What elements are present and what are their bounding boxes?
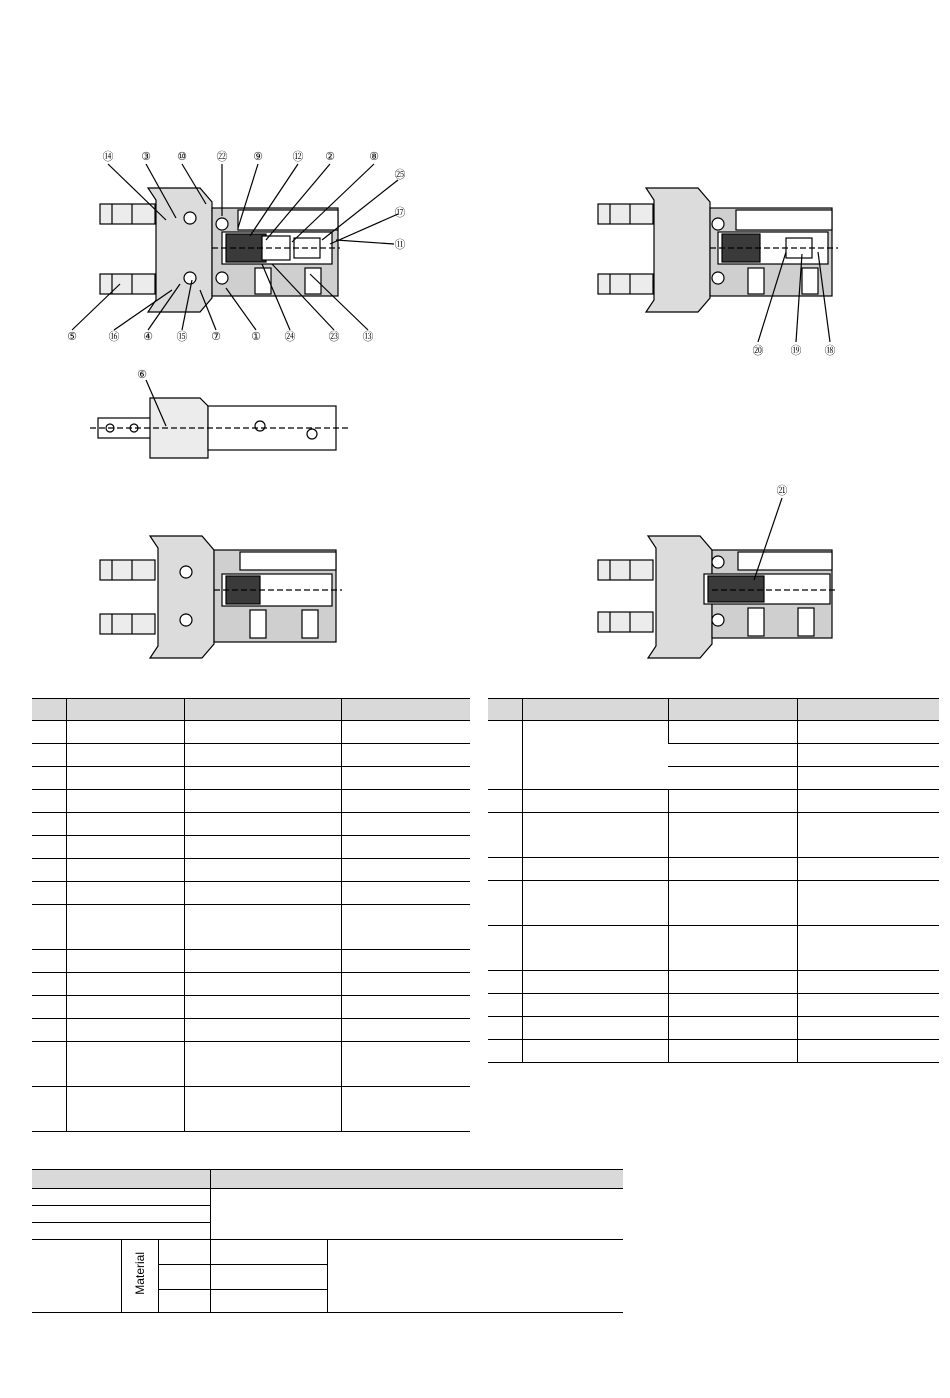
table-row	[32, 996, 470, 1019]
table-row	[32, 721, 470, 744]
table-row	[32, 1019, 470, 1042]
callout-label: ⑲	[790, 345, 802, 357]
table-row	[32, 1087, 470, 1132]
section-diagram-b	[590, 180, 850, 370]
section-diagram-d	[98, 532, 348, 662]
table-row	[488, 881, 939, 926]
table-row	[32, 882, 470, 905]
callout-label: ㉓	[328, 331, 340, 343]
callout-label: ⑪	[394, 239, 406, 251]
table-row	[32, 767, 470, 790]
table-row	[488, 790, 939, 813]
callout-label: ⑤	[67, 331, 77, 343]
table-row	[488, 721, 939, 744]
callout-label: ⑫	[292, 151, 304, 163]
table-row	[488, 813, 939, 858]
callout-label: ⑯	[108, 331, 120, 343]
table-header-row	[488, 699, 939, 721]
table-row	[32, 1189, 623, 1206]
callout-label: ③	[141, 151, 151, 163]
table-row	[32, 744, 470, 767]
callout-label: ⑭	[102, 151, 114, 163]
table-row	[488, 1017, 939, 1040]
table-row	[32, 1240, 623, 1265]
table-row	[32, 859, 470, 882]
callout-label: ⑮	[176, 331, 188, 343]
table-row	[488, 1040, 939, 1063]
table-row	[32, 1042, 470, 1087]
callout-label: ⑦	[211, 331, 221, 343]
callout-label: ①	[251, 331, 261, 343]
table-row	[32, 813, 470, 836]
callout-label: ⑰	[394, 207, 406, 219]
parts-table-left	[32, 698, 470, 1132]
option-material-table	[32, 1169, 623, 1313]
callout-label: ㉒	[216, 151, 228, 163]
callout-label: ⑨	[253, 151, 263, 163]
material-label: Material	[132, 1252, 147, 1295]
table-row	[488, 994, 939, 1017]
table-row	[32, 836, 470, 859]
table-header-row	[32, 699, 470, 721]
callout-label: ②	[325, 151, 335, 163]
callout-label: ④	[143, 331, 153, 343]
callout-label: ⑳	[752, 345, 764, 357]
external-view-diagram	[90, 362, 350, 466]
table-row	[488, 926, 939, 971]
parts-table-right	[488, 698, 939, 1063]
table-row	[32, 790, 470, 813]
table-header-row	[32, 1170, 623, 1189]
callout-label: ⑥	[137, 369, 147, 381]
callout-label: ㉕	[394, 169, 406, 181]
table-row	[32, 973, 470, 996]
table-row	[488, 858, 939, 881]
table-row	[32, 905, 470, 950]
table-row	[32, 950, 470, 973]
section-diagram-main	[0, 140, 420, 360]
callout-label: ⑬	[362, 331, 374, 343]
callout-label: ⑩	[177, 151, 187, 163]
callout-label: ⑧	[369, 151, 379, 163]
callout-label: ⑱	[824, 345, 836, 357]
table-row	[488, 971, 939, 994]
callout-label: ㉑	[776, 485, 788, 497]
section-diagram-e	[594, 480, 844, 662]
callout-label: ㉔	[284, 331, 296, 343]
